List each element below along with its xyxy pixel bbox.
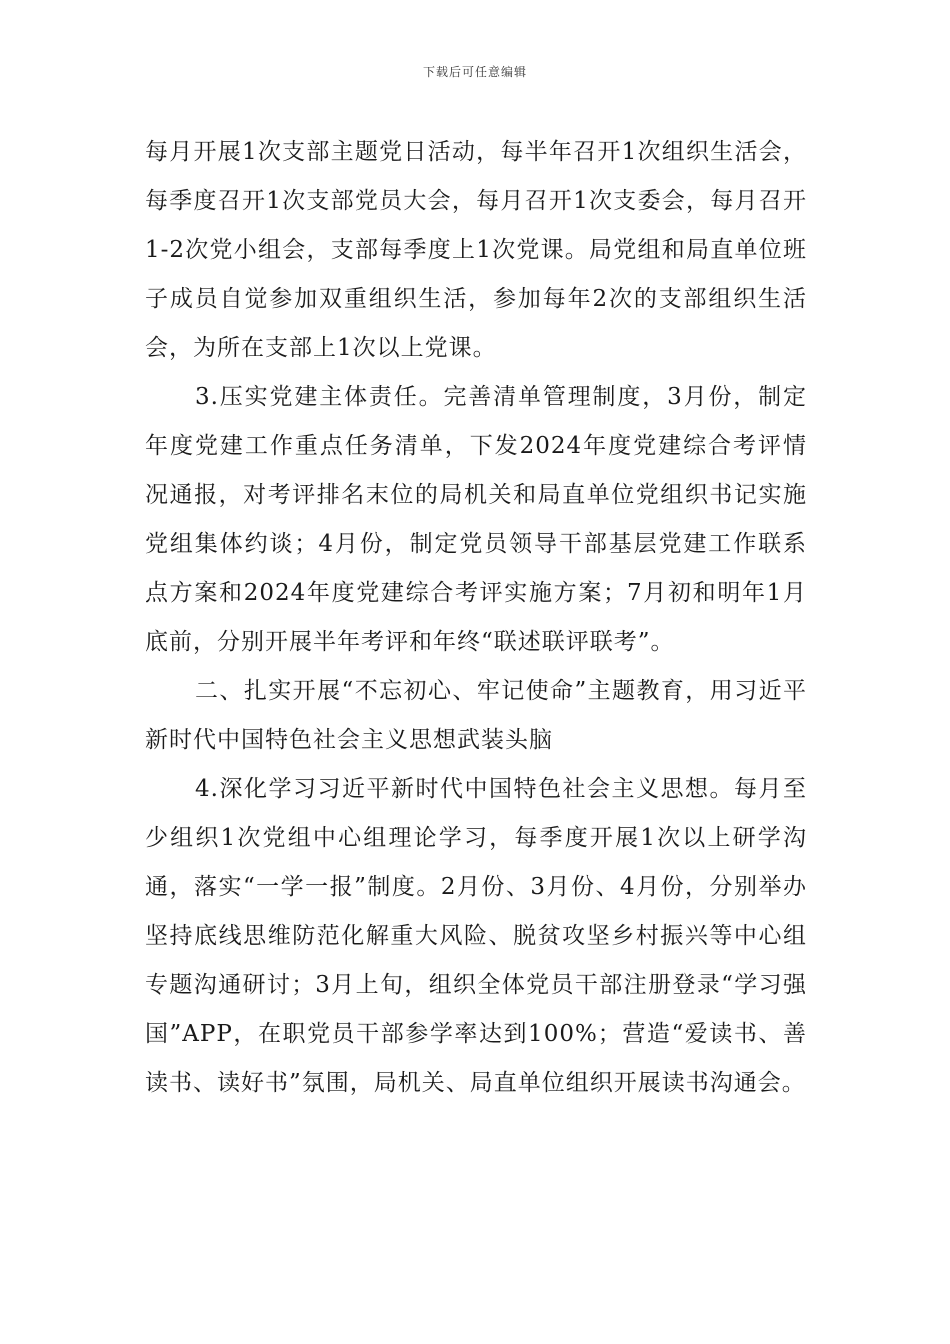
- header-note: 下载后可任意编辑: [422, 65, 527, 79]
- section-heading-theme-education: 二、扎实开展“不忘初心、牢记使命”主题教育，用习近平新时代中国特色社会主义思想武装头脑: [145, 678, 807, 753]
- paragraph-organization-life: 每月开展1次支部主题党日活动，每半年召开1次组织生活会，每季度召开1次支部党员大会，每月召开1次支委会，每月召开1-2次党小组会，支部每季度上1次党课。局党组和局直单位班子成员自觉参加双重组织生活，参加每年2次的支部组织生活会，为所在支部上1次以上党课。: [145, 139, 807, 361]
- paragraph-deepen-study: 4.深化学习习近平新时代中国特色社会主义思想。每月至少组织1次党组中心组理论学习，每季度开展1次以上研学沟通，落实“一学一报”制度。2月份、3月份、4月份，分别举办坚持底线思维防范化解重大风险、脱贫攻坚乡村振兴等中心组专题沟通研讨；3月上旬，组织全体党员干部注册登录“学习强国”APP，在职党员干部参学率达到100%；营造“爱读书、善读书、读好书”氛围，局机关、局直单位组织开展读书沟通会。: [145, 776, 807, 1096]
- paragraph-party-responsibility: 3.压实党建主体责任。完善清单管理制度，3月份，制定年度党建工作重点任务清单，下发2024年度党建综合考评情况通报，对考评排名末位的局机关和局直单位党组织书记实施党组集体约谈；4月份，制定党员领导干部基层党建工作联系点方案和2024年度党建综合考评实施方案；7月初和明年1月底前，分别开展半年考评和年终“联述联评联考”。: [145, 384, 807, 655]
- document-body: [145, 128, 807, 1108]
